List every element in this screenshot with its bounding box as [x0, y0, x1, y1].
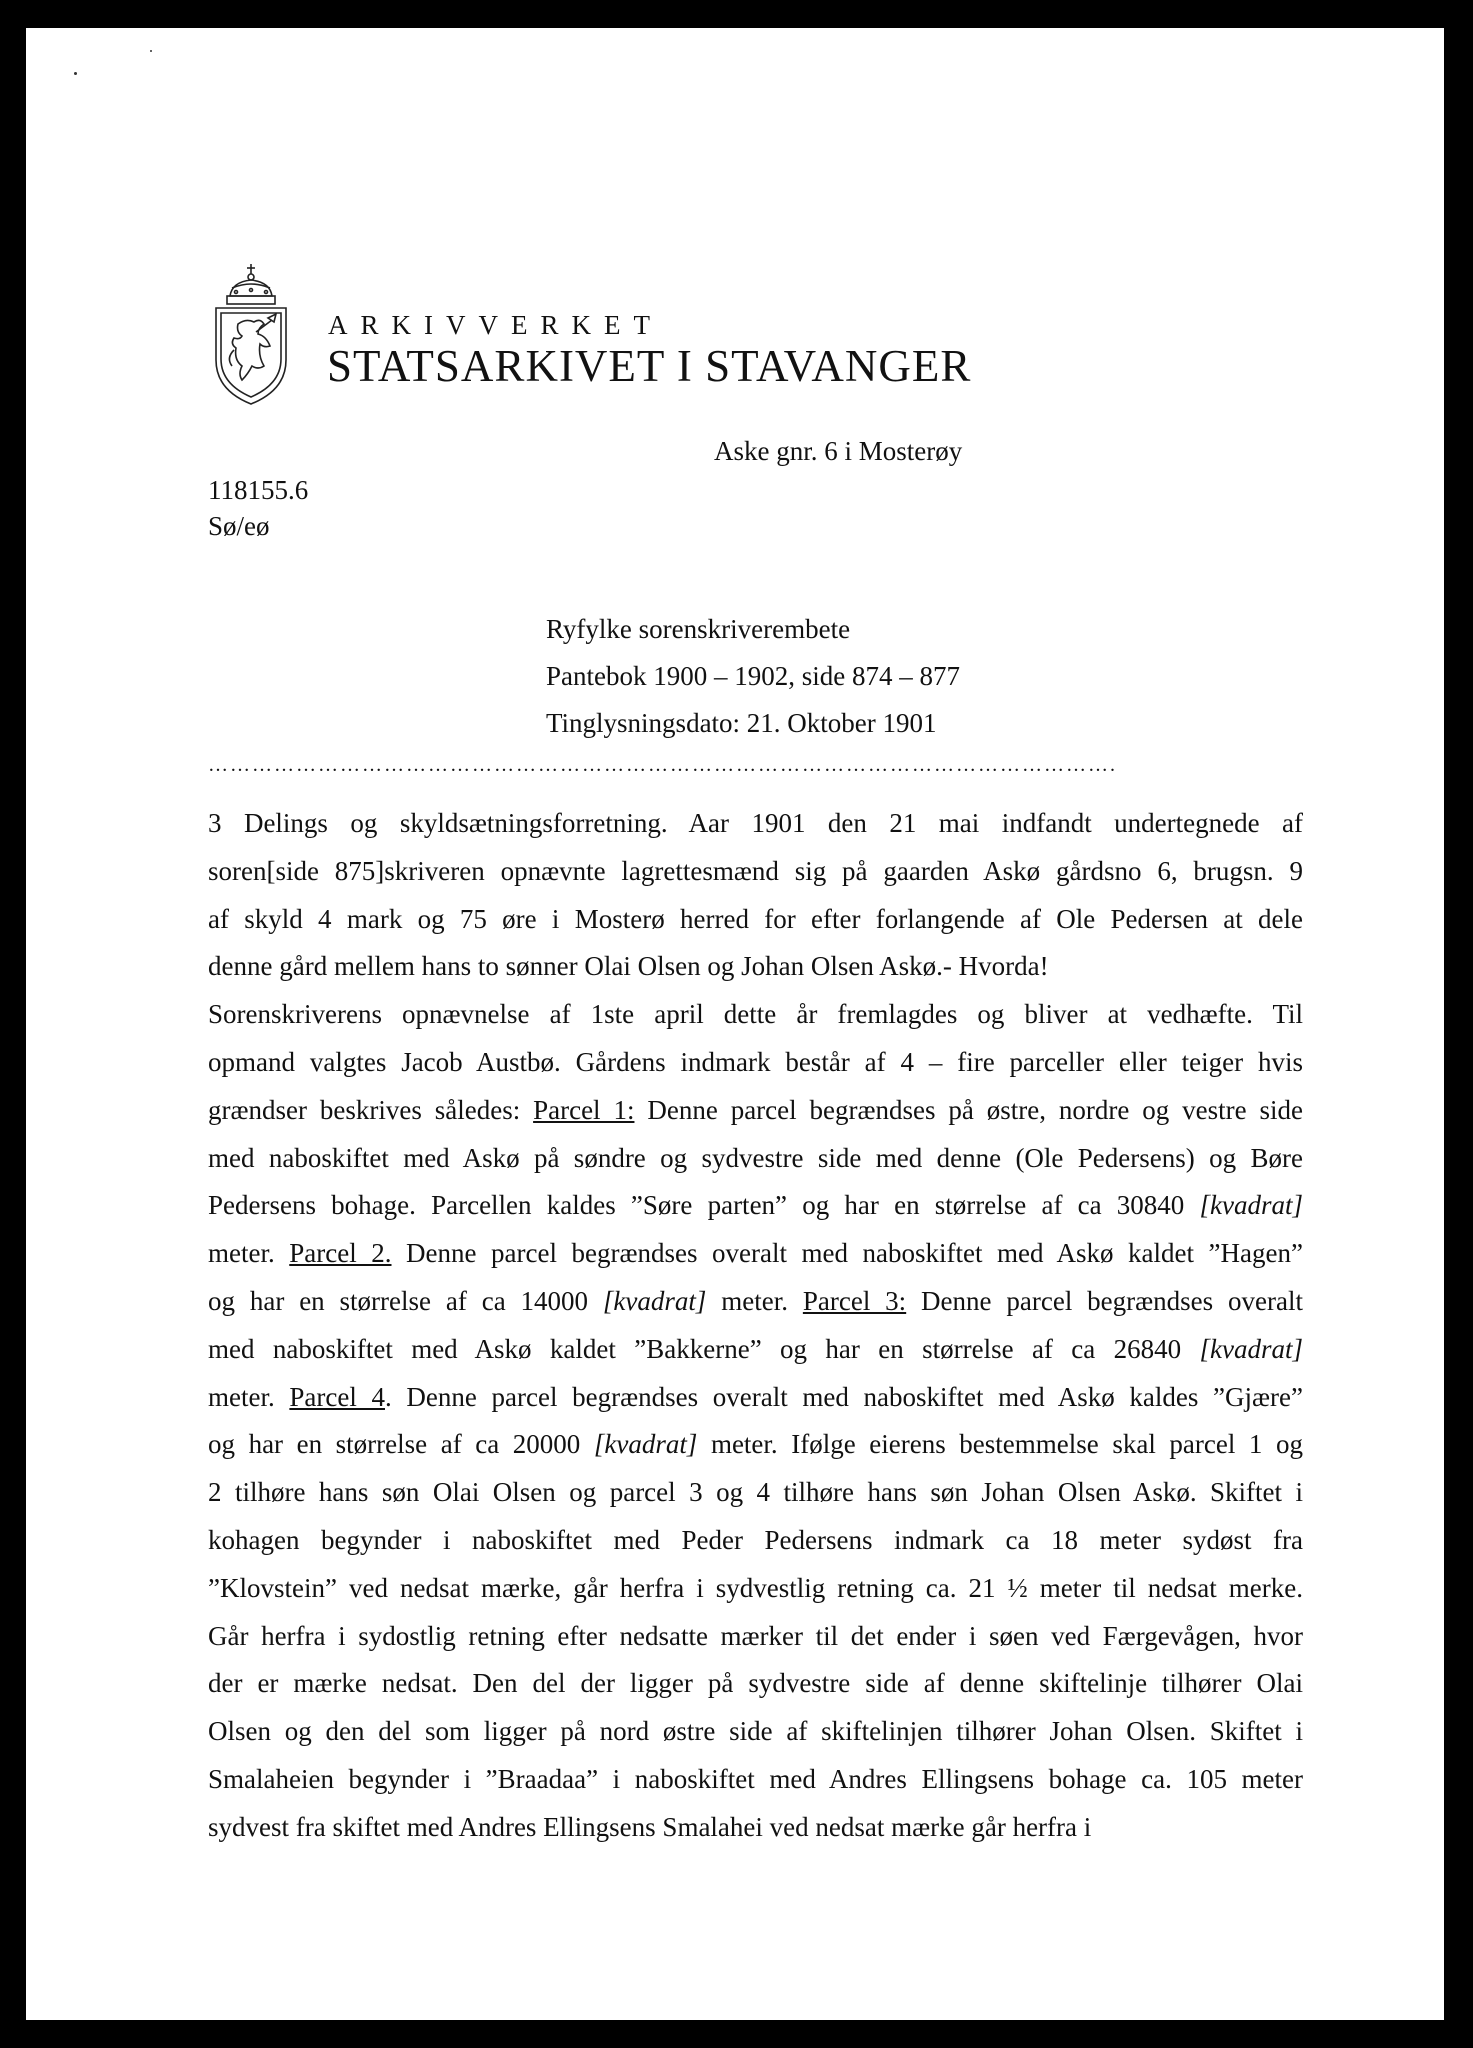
text-line: meter. Parcel 2. Denne parcel begrændses overalt med naboskiftet med Askø kaldet ”Hagen”	[208, 1238, 1303, 1269]
document-page	[26, 28, 1444, 2020]
text-line: Sorenskriverens opnævnelse af 1ste april dette år fremlagdes og bliver at vedhæfte. Til	[208, 999, 1303, 1030]
text-line: og har en størrelse af ca 14000 [kvadrat] meter. Parcel 3: Denne parcel begrændses overalt	[208, 1285, 1303, 1316]
text-line: af skyld 4 mark og 75 øre i Mosterø herred for efter forlangende af Ole Pedersen at dele	[208, 903, 1303, 934]
editorial-note: [kvadrat]	[1199, 1190, 1303, 1221]
scan-speck	[74, 72, 77, 75]
coat-of-arms-icon	[212, 262, 290, 406]
text-line: sydvest fra skiftet med Andres Ellingsens Smalahei ved nedsat mærke går herfra i	[208, 1811, 1092, 1842]
editorial-note: [kvadrat]	[602, 1285, 707, 1316]
text-line: 3 Delings og skyldsætningsforretning. Aar 1901 den 21 mai indfandt undertegnede af	[208, 808, 1303, 838]
source-block	[546, 606, 960, 747]
source-office: Ryfylke sorenskriverembete	[546, 614, 851, 644]
text-line: med naboskiftet med Askø kaldet ”Bakkerne” og har en størrelse af ca 26840 [kvadrat]	[208, 1333, 1303, 1364]
reference-block	[208, 472, 308, 544]
document-subject: Aske gnr. 6 i Mosterøy	[714, 436, 963, 466]
text-line: 2 tilhøre hans søn Olai Olsen og parcel 3 og 4 tilhøre hans søn Johan Olsen Askø. Skiftet i	[208, 1477, 1303, 1508]
dotted-separator: …………………………………………………………………………………………………………….	[208, 754, 1117, 776]
text-line: og har en størrelse af ca 20000 [kvadrat] meter. Ifølge eierens bestemmelse skal parcel 1 og	[208, 1429, 1303, 1460]
editorial-note: [kvadrat]	[593, 1429, 698, 1460]
editorial-note: [kvadrat]	[1199, 1333, 1303, 1364]
text-line: denne gård mellem hans to sønner Olai Olsen og Johan Olsen Askø.- Hvorda!	[208, 951, 1049, 982]
text-line: Olsen og den del som ligger på nord østre side af skiftelinjen tilhører Johan Olsen. Skiftet i	[208, 1716, 1303, 1747]
transcription-body	[208, 800, 1303, 1852]
agency-name: STATSARKIVET I STAVANGER	[327, 341, 972, 391]
text-line: grændser beskrives således: Parcel 1: Denne parcel begrændses på østre, nordre og vestre side	[208, 1094, 1303, 1125]
reference-number: 118155.6	[208, 475, 309, 505]
parcel-label: Parcel 3:	[802, 1285, 907, 1316]
text-line: med naboskiftet med Askø på søndre og sydvestre side med denne (Ole Pedersens) og Børe	[208, 1142, 1303, 1173]
source-book: Pantebok 1900 – 1902, side 874 – 877	[546, 661, 960, 691]
text-line: kohagen begynder i naboskiftet med Peder Pedersens indmark ca 18 meter sydøst fra	[208, 1524, 1303, 1555]
text-line: Pedersens bohage. Parcellen kaldes ”Søre parten” og har en størrelse af ca 30840 [kvadrat]	[208, 1190, 1303, 1221]
source-date: Tinglysningsdato: 21. Oktober 1901	[546, 708, 937, 738]
parcel-label: Parcel 4	[289, 1381, 385, 1412]
text-line: Går herfra i sydostlig retning efter nedsatte mærker til det ender i søen ved Færgevågen, hvor	[208, 1620, 1303, 1651]
agency-line: ARKIVVERKET	[328, 310, 663, 340]
text-line: meter. Parcel 4. Denne parcel begrændses overalt med naboskiftet med Askø kaldes ”Gjære”	[208, 1381, 1303, 1412]
parcel-label: Parcel 1:	[533, 1094, 635, 1125]
reference-initials: Sø/eø	[208, 511, 270, 541]
text-line: der er mærke nedsat. Den del der ligger på sydvestre side af denne skiftelinje tilhører Olai	[208, 1668, 1303, 1699]
text-line: Smalaheien begynder i ”Braadaa” i naboskiftet med Andres Ellingsens bohage ca. 105 meter	[208, 1763, 1303, 1794]
text-line: opmand valgtes Jacob Austbø. Gårdens indmark består af 4 – fire parceller eller teiger hvis	[208, 1046, 1303, 1077]
text-line: soren[side 875]skriveren opnævnte lagrettesmænd sig på gaarden Askø gårdsno 6, brugsn. 9	[208, 855, 1303, 886]
parcel-label: Parcel 2.	[289, 1238, 392, 1269]
text-line: ”Klovstein” ved nedsat mærke, går herfra i sydvestlig retning ca. 21 ½ meter til nedsat merke.	[208, 1572, 1303, 1603]
scan-speck	[150, 50, 152, 52]
